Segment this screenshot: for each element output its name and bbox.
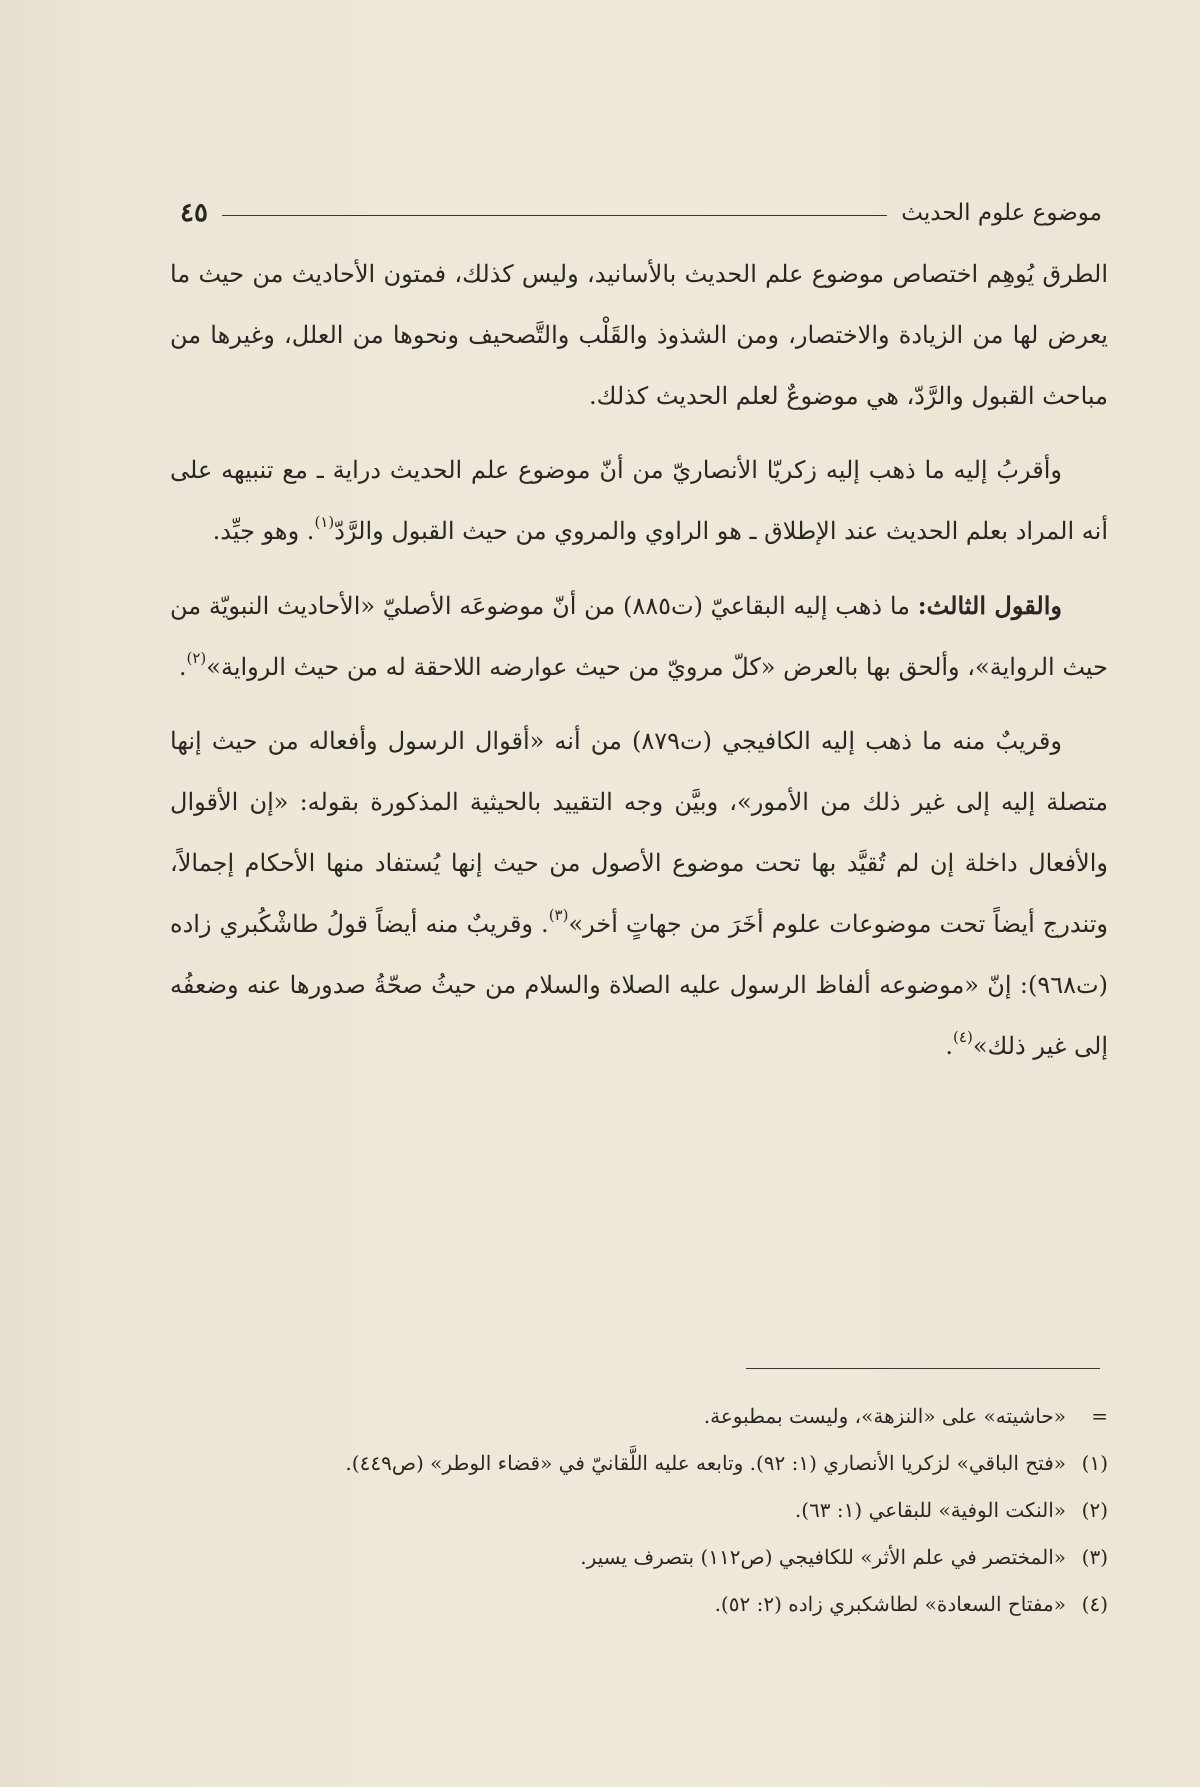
footnote-1 — [170, 1440, 1108, 1487]
paragraph-3 — [170, 575, 1108, 698]
footnote-ref-4[interactable]: (٤) — [953, 1028, 973, 1046]
footnote-4 — [170, 1581, 1108, 1628]
paragraph-4-text: وقريبٌ منه ما ذهب إليه الكافيجي (ت٨٧٩) من أنه «أقوال الرسول وأفعاله من حيث إنها متصلة إليه إلى غير ذلك من الأمور»، وبيَّن وجه التقييد بالحيثية المذكورة بقوله: «إن الأقوال والأفعال داخلة إن لم تُقيَّد بها تحت موضوع الأصول من حيث إنها يُستفاد منها الأحكام إجمالاً، وتندرج أيضاً تحت موضوعات علوم أخَرَ من جهاتٍ أخر» — [170, 727, 1109, 938]
paragraph-4-tail: . — [945, 1032, 954, 1060]
footnote-separator — [746, 1368, 1100, 1369]
header-rule — [222, 215, 887, 216]
paragraph-4-text-2: . وقريبٌ منه أيضاً قولُ طاشْكُبري زاده (ت٩٦٨): إنّ «موضوعه ألفاظ الرسول عليه الصلاة والسلام من حيثُ صحّةُ صدورها عنه وضعفُه إلى غير ذلك» — [170, 910, 1108, 1060]
footnote-text: «المختصر في علم الأثر» للكافيجي (ص١١٢) بتصرف يسير. — [580, 1545, 1066, 1569]
footnote-mark: (٣) — [1081, 1545, 1108, 1569]
paragraph-4 — [170, 711, 1108, 1077]
footnote-ref-3[interactable]: (٣) — [548, 906, 569, 924]
footnote-text: «حاشيته» على «النزهة»، وليست بمطبوعة. — [703, 1404, 1066, 1428]
footnote-2 — [170, 1487, 1108, 1534]
footnote-mark: (٤) — [1081, 1592, 1108, 1616]
paragraph-2-tail: . وهو جيِّد. — [212, 517, 315, 545]
paragraph-3-lead: والقول الثالث: — [917, 591, 1062, 620]
paragraph-2 — [170, 440, 1108, 562]
footnote-continued — [170, 1393, 1108, 1440]
footnote-text: «فتح الباقي» لزكريا الأنصاري (١: ٩٢). وتابعه عليه اللَّقانيّ في «قضاء الوطر» (ص٤٤٩). — [345, 1451, 1066, 1475]
footnote-mark: (٢) — [1081, 1498, 1108, 1522]
paragraph-2-text: وأقربُ إليه ما ذهب إليه زكريّا الأنصاريّ من أنّ موضوع علم الحديث دراية ـ مع تنبيهه على أنه المراد بعلم الحديث عند الإطلاق ـ هو الراوي والمروي من حيث القبول والرَّدّ — [170, 456, 1108, 545]
footnote-3 — [170, 1534, 1108, 1581]
footnote-ref-2[interactable]: (٢) — [186, 649, 207, 667]
footnotes — [170, 1393, 1108, 1628]
running-title: موضوع علوم الحديث — [901, 200, 1102, 226]
paragraph-1 — [170, 244, 1108, 427]
footnote-mark: = — [1091, 1404, 1108, 1428]
paragraph-1-text: الطرق يُوهِم اختصاص موضوع علم الحديث بالأسانيد، وليس كذلك، فمتون الأحاديث من حيث ما يعرض لها من الزيادة والاختصار، ومن الشذوذ والقَلْب والتَّصحيف ونحوها من العلل، وغيرها من مباحث القبول والرَّدّ، هي موضوعٌ لعلم الحديث كذلك. — [170, 260, 1108, 410]
footnote-ref-1[interactable]: (١) — [314, 513, 335, 531]
page-number: ٤٥ — [180, 198, 208, 228]
footnote-mark: (١) — [1081, 1451, 1108, 1475]
footnote-text: «النكت الوفية» للبقاعي (١: ٦٣). — [794, 1498, 1066, 1522]
running-head — [180, 196, 1102, 230]
paragraph-3-tail: . — [178, 653, 187, 681]
paragraph-3-text: ما ذهب إليه البقاعيّ (ت٨٨٥) من أنّ موضوعَه الأصليّ «الأحاديث النبويّة من حيث الرواية»، وألحق بها بالعرض «كلّ مرويّ من حيث عوارضه اللاحقة له من حيث الرواية» — [170, 592, 1108, 681]
footnote-text: «مفتاح السعادة» لطاشكبري زاده (٢: ٥٢). — [714, 1592, 1066, 1616]
main-text — [170, 244, 1108, 1090]
